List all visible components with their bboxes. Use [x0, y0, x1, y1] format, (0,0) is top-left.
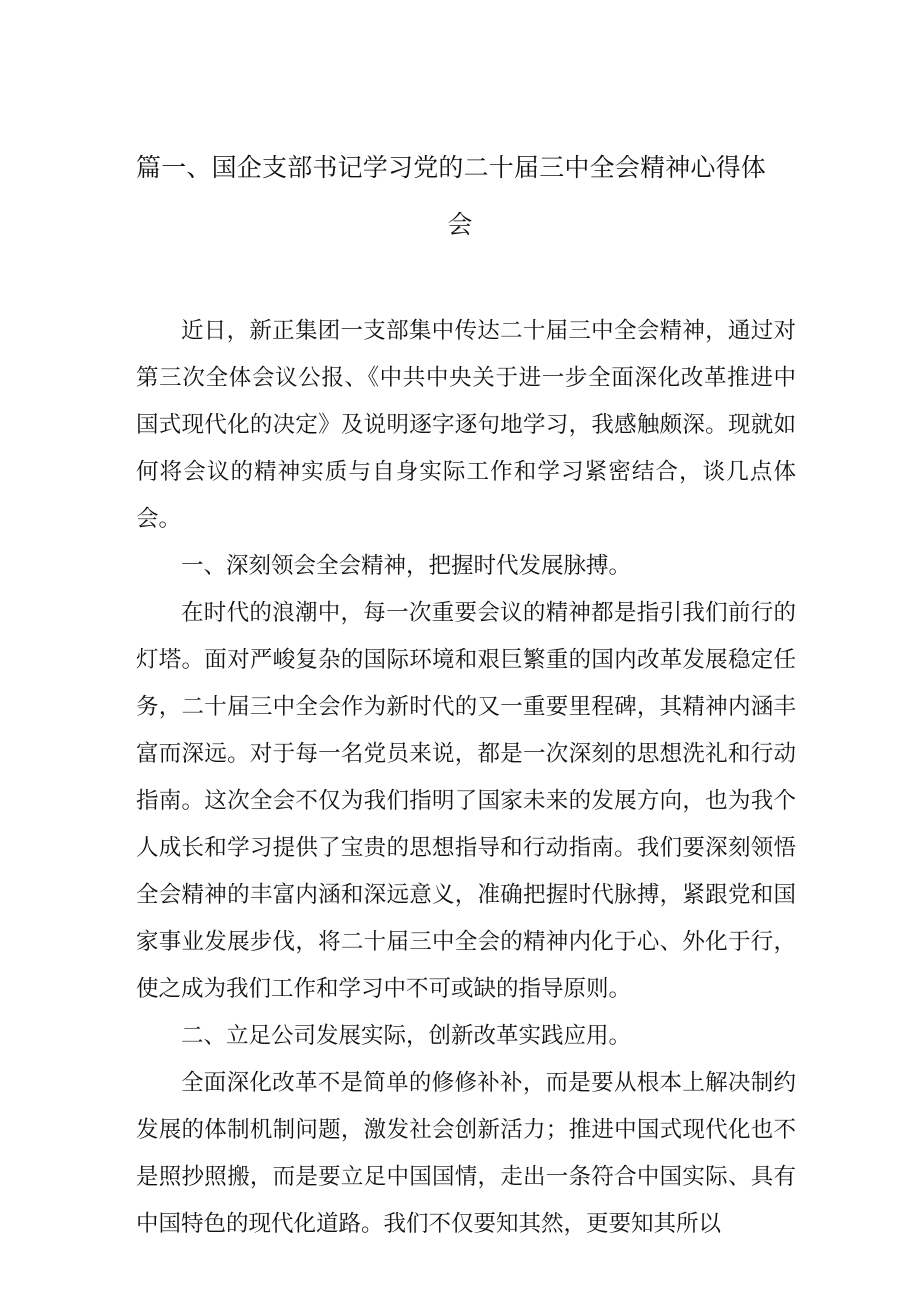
- document-title: 篇一、国企支部书记学习党的二十届三中全会精神心得体: [136, 153, 767, 182]
- document-title-continued: 会: [447, 210, 473, 239]
- document-body: [136, 308, 796, 1248]
- section-heading-1: 一、深刻领会全会精神，把握时代发展脉搏。: [181, 553, 632, 579]
- intro-paragraph: 近日，新正集团一支部集中传达二十届三中全会精神，通过对第三次全体会议公报、《中共中央关于进一步全面深化改革推进中国式现代化的决定》及说明逐字逐句地学习，我感触颇深。现就如何将会议的精神实质与自身实际工作和学习紧密结合，谈几点体会。: [136, 318, 796, 532]
- section-2-paragraph: 全面深化改革不是简单的修修补补，而是要从根本上解决制约发展的体制机制问题，激发社会创新活力；推进中国式现代化也不是照抄照搬，而是要立足中国国情，走出一条符合中国实际、具有中国特色的现代化道路。我们不仅要知其然，更要知其所以: [136, 1070, 796, 1237]
- section-heading-2: 二、立足公司发展实际，创新改革实践应用。: [181, 1023, 632, 1049]
- section-1-paragraph: 在时代的浪潮中，每一次重要会议的精神都是指引我们前行的灯塔。面对严峻复杂的国际环境和艰巨繁重的国内改革发展稳定任务，二十届三中全会作为新时代的又一重要里程碑，其精神内涵丰富而深远。对于每一名党员来说，都是一次深刻的思想洗礼和行动指南。这次全会不仅为我们指明了国家未来的发展方向，也为我个人成长和学习提供了宝贵的思想指导和行动指南。我们要深刻领悟全会精神的丰富内涵和深远意义，准确把握时代脉搏，紧跟党和国家事业发展步伐，将二十届三中全会的精神内化于心、外化于行，使之成为我们工作和学习中不可或缺的指导原则。: [136, 600, 796, 1002]
